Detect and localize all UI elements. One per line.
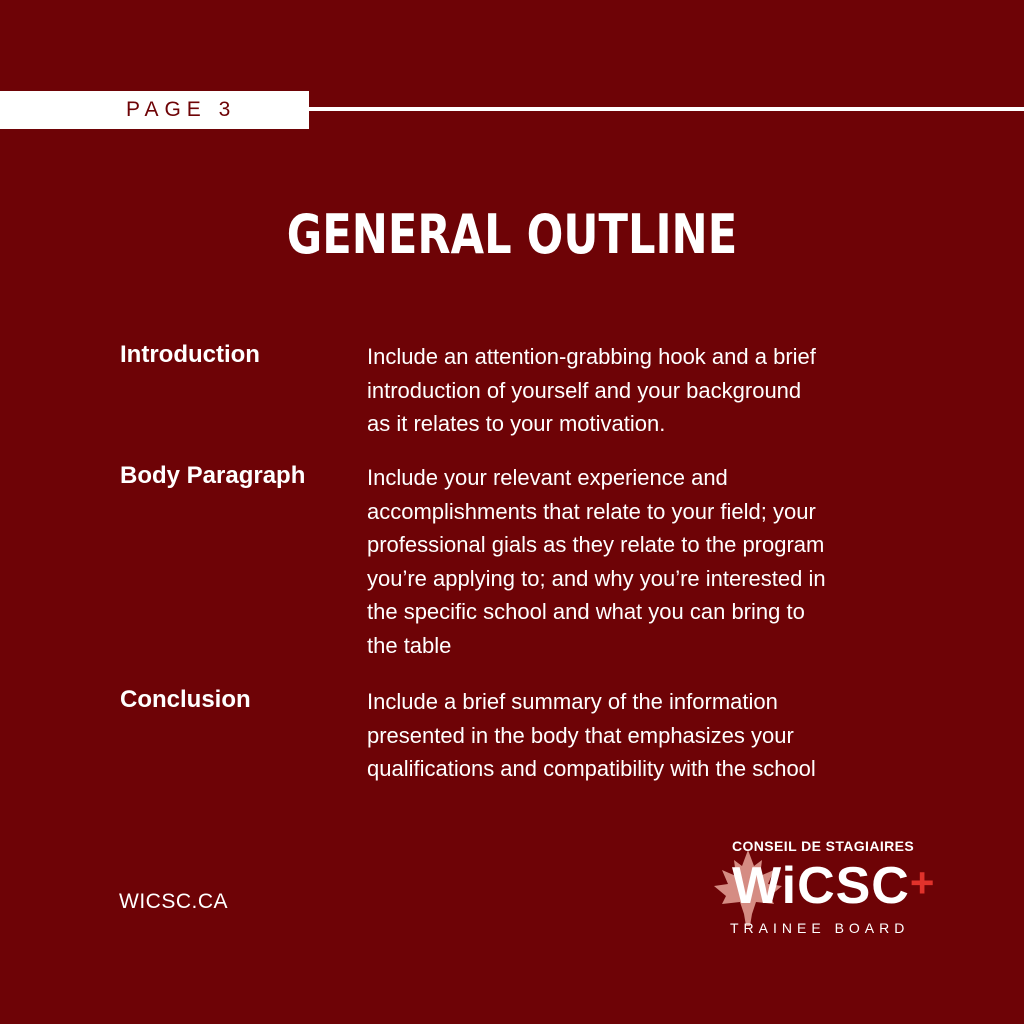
section-body <box>367 340 927 441</box>
section-body-line: the specific school and what you can bring to <box>367 599 805 624</box>
section-body-line: Include an attention-grabbing hook and a brief <box>367 344 816 369</box>
wicsc-logo <box>712 832 942 942</box>
section-heading: Body Paragraph <box>120 462 306 489</box>
page-number-label: PAGE 3 <box>126 98 237 121</box>
logo-wordmark-text: WiCSC <box>732 857 910 915</box>
section-body-line: professional gials as they relate to the program <box>367 532 825 557</box>
page-tag <box>0 91 309 129</box>
logo-wordmark <box>732 856 935 919</box>
section-body <box>367 461 927 662</box>
header-divider <box>309 107 1024 111</box>
section-body <box>367 685 927 786</box>
section-body-line: as it relates to your motivation. <box>367 411 666 436</box>
website-url: WICSC.CA <box>119 890 228 913</box>
section-body-line: Include a brief summary of the information <box>367 689 778 714</box>
section-body-line: introduction of yourself and your background <box>367 377 802 403</box>
logo-top-text: CONSEIL DE STAGIAIRES <box>732 838 915 854</box>
section-body-line: Include your relevant experience and <box>367 465 728 490</box>
section-body-line: the table <box>367 632 452 658</box>
page-title: GENERAL OUTLINE <box>286 203 738 266</box>
section-heading: Introduction <box>120 341 260 368</box>
section-heading: Conclusion <box>120 686 251 713</box>
logo-bottom-text: TRAINEE BOARD <box>730 920 910 936</box>
section-body-line: accomplishments that relate to your field; your <box>367 498 816 524</box>
section-body-line: presented in the body that emphasizes your <box>367 722 794 748</box>
section-body-line: qualifications and compatibility with the school <box>367 756 816 781</box>
logo-plus: + <box>909 859 936 906</box>
section-body-line: you’re applying to; and why you’re interested in <box>367 565 826 591</box>
